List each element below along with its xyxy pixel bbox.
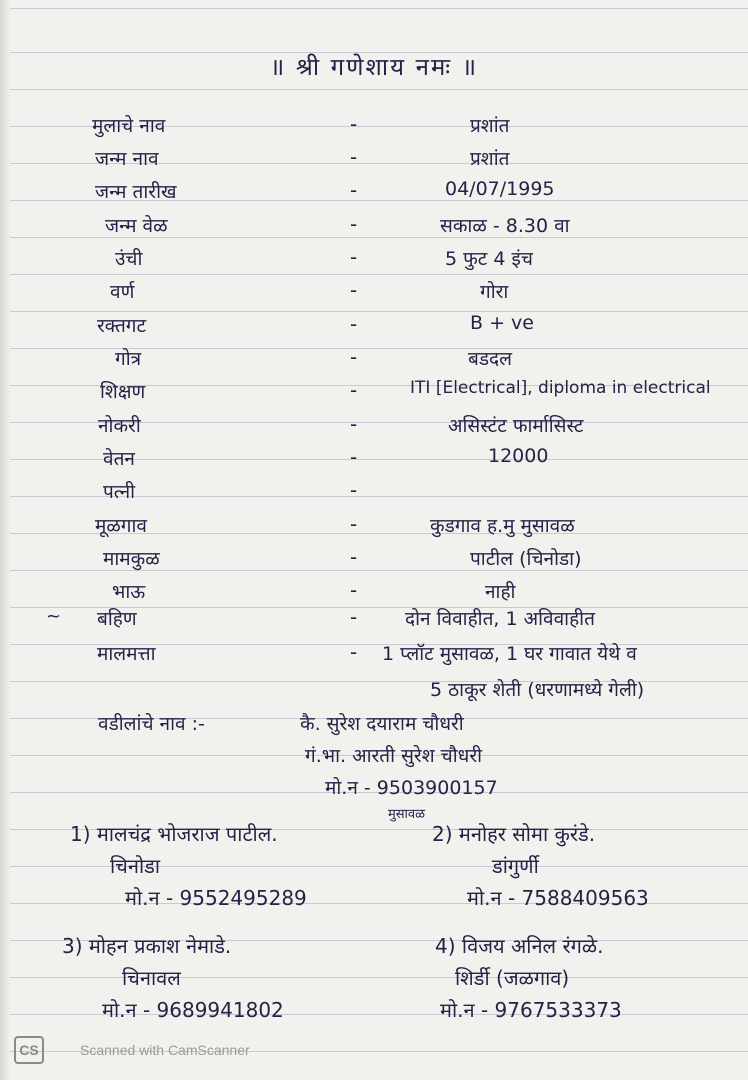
biodata-row: [0, 605, 748, 639]
contact-4-number: 4): [435, 934, 456, 958]
biodata-label: गोत्र: [115, 348, 142, 370]
contact-2-number: 2): [432, 822, 453, 846]
father-name: कै. सुरेश दयाराम चौधरी: [300, 713, 464, 735]
biodata-label: वेतन: [103, 448, 135, 470]
biodata-dash: -: [350, 605, 358, 629]
biodata-dash: -: [350, 412, 358, 436]
father-phone: मो.न - 9503900157: [325, 777, 498, 799]
biodata-row: [0, 412, 748, 446]
biodata-label: शिक्षण: [100, 381, 146, 403]
scanner-watermark: [14, 1036, 314, 1066]
contact-1: [70, 818, 307, 914]
biodata-value: गोरा: [480, 281, 509, 303]
biodata-value: B + ve: [470, 312, 534, 334]
biodata-row: [0, 478, 748, 512]
biodata-value: प्रशांत: [470, 115, 510, 137]
biodata-label: मूळगाव: [95, 515, 147, 537]
contact-1-phone: मो.न - 9552495289: [125, 886, 307, 910]
contact-3: [62, 930, 284, 1026]
biodata-dash: -: [350, 545, 358, 569]
biodata-label: भाऊ: [112, 581, 146, 603]
contact-4: [435, 930, 622, 1026]
biodata-label: जन्म नाव: [95, 148, 159, 170]
biodata-dash: -: [350, 245, 358, 269]
biodata-value: प्रशांत: [470, 148, 510, 170]
biodata-dash: -: [350, 112, 358, 136]
biodata-row: [0, 145, 748, 179]
biodata-row: [0, 245, 748, 279]
biodata-value: 04/07/1995: [445, 178, 555, 200]
biodata-dash: -: [350, 178, 358, 202]
contact-4-phone: मो.न - 9767533373: [440, 998, 622, 1022]
biodata-label: मालमत्ता: [97, 643, 156, 665]
biodata-dash: -: [350, 478, 358, 502]
contact-1-place: चिनोडा: [110, 854, 161, 878]
contact-2-place: डांगुर्णी: [492, 854, 539, 878]
contact-1-name: मालचंद्र भोजराज पाटील.: [96, 822, 278, 846]
biodata-row: [0, 445, 748, 479]
contact-2-phone: मो.न - 7588409563: [467, 886, 649, 910]
biodata-label: पत्नी: [103, 481, 136, 503]
biodata-dash: -: [350, 278, 358, 302]
contact-3-place: चिनावल: [122, 966, 181, 990]
contact-2: [432, 818, 649, 914]
biodata-label: बहिण: [97, 608, 137, 630]
biodata-row: [0, 212, 748, 246]
biodata-row: [0, 112, 748, 146]
camscanner-logo: CS: [14, 1036, 44, 1064]
biodata-value: पाटील (चिनोडा): [470, 548, 582, 570]
contact-3-number: 3): [62, 934, 83, 958]
biodata-label: जन्म वेळ: [105, 215, 168, 237]
biodata-row: [0, 312, 748, 346]
biodata-value: कुडगाव ह.मु मुसावळ: [430, 515, 575, 537]
contact-3-phone: मो.न - 9689941802: [102, 998, 284, 1022]
biodata-row: [0, 378, 748, 412]
biodata-dash: -: [350, 345, 358, 369]
biodata-label: मुलाचे नाव: [92, 115, 166, 137]
biodata-dash: -: [350, 445, 358, 469]
biodata-row: [0, 640, 748, 674]
biodata-dash: -: [350, 640, 358, 664]
scanned-with-text: Scanned with CamScanner: [80, 1042, 250, 1058]
biodata-dash: -: [350, 312, 358, 336]
biodata-value: 5 फुट 4 इंच: [445, 248, 533, 270]
contact-1-number: 1): [70, 822, 91, 846]
biodata-row: [0, 178, 748, 212]
biodata-label: नोकरी: [98, 415, 141, 437]
biodata-row: [0, 278, 748, 312]
biodata-label: उंची: [115, 248, 143, 270]
biodata-label: रक्तगट: [97, 315, 147, 337]
biodata-label: जन्म तारीख: [95, 181, 177, 203]
biodata-value: ITI [Electrical], diploma in electrical: [410, 378, 711, 398]
biodata-dash: -: [350, 378, 358, 402]
biodata-value: सकाळ - 8.30 वा: [440, 215, 570, 237]
biodata-value: दोन विवाहीत, 1 अविवाहीत: [405, 608, 595, 630]
contact-4-place: शिर्डी (जळगाव): [455, 966, 570, 990]
contact-2-name: मनोहर सोमा कुरंडे.: [458, 822, 596, 846]
biodata-dash: -: [350, 512, 358, 536]
biodata-value: असिस्टंट फार्मासिस्ट: [448, 415, 584, 437]
biodata-dash: -: [350, 145, 358, 169]
father-label: वडीलांचे नाव :-: [98, 713, 205, 735]
biodata-row: [0, 512, 748, 546]
margin-mark: ~: [46, 606, 62, 627]
biodata-label: वर्ण: [110, 281, 135, 303]
father-place: मुसावळ: [388, 807, 426, 822]
contact-4-name: विजय अनिल रंगळे.: [461, 934, 604, 958]
biodata-dash: -: [350, 212, 358, 236]
biodata-row: [0, 345, 748, 379]
biodata-value: बडदल: [468, 348, 512, 370]
biodata-value: 12000: [488, 445, 549, 467]
biodata-label: मामकुळ: [103, 548, 160, 570]
contact-3-name: मोहन प्रकाश नेमाडे.: [88, 934, 232, 958]
biodata-row: [0, 545, 748, 579]
property-line-2: 5 ठाकूर शेती (धरणामध्ये गेली): [430, 679, 645, 701]
biodata-dash: -: [350, 578, 358, 602]
page-title: ॥ श्री गणेशाय नमः ॥: [269, 53, 479, 81]
biodata-value: नाही: [485, 581, 516, 603]
biodata-value: 1 प्लॉट मुसावळ, 1 घर गावात येथे व: [382, 643, 637, 665]
mother-name: गं.भा. आरती सुरेश चौधरी: [305, 745, 483, 767]
